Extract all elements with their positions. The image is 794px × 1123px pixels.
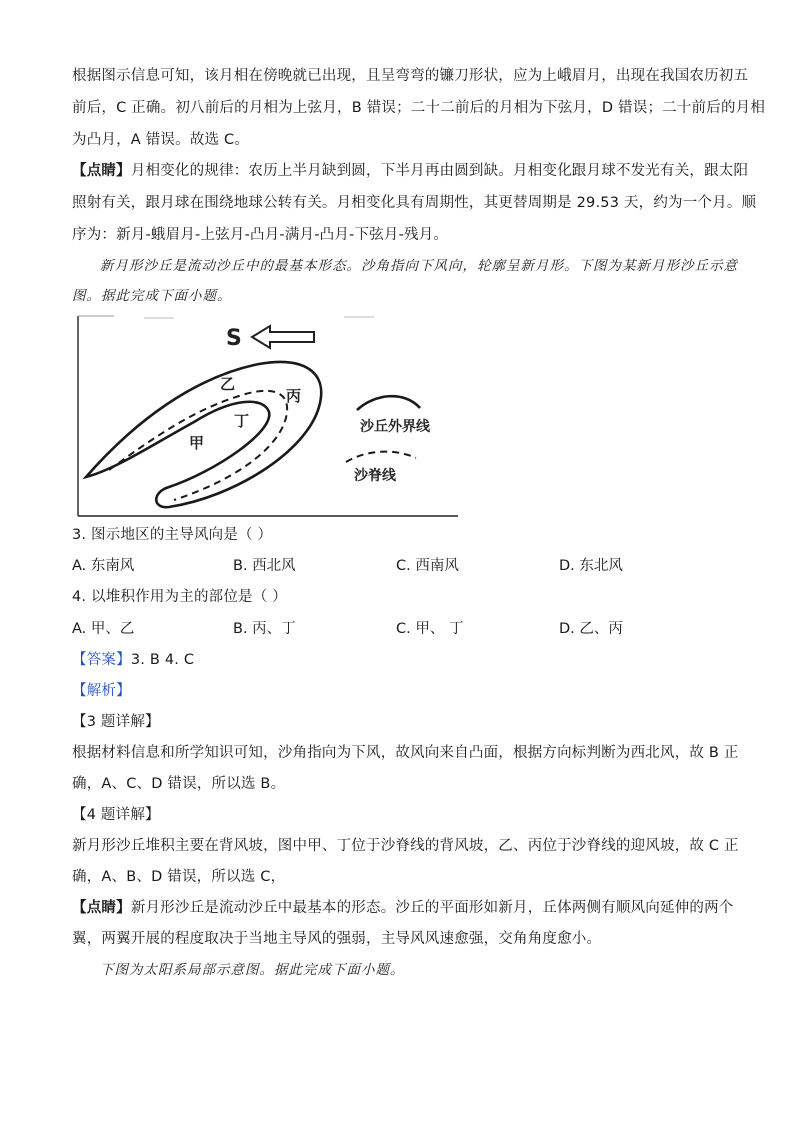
- dianjing1-line2: 照射有关，跟月球在围绕地球公转有关。月相变化具有周期性，其更替周期是 29.53 天，约为一个月。顺: [72, 195, 757, 211]
- dianjing1-line3: 序为：新月-蛾眉月-上弦月-凸月-满月-凸月-下弦月-残月。: [72, 227, 449, 243]
- label-ding: 丁: [234, 412, 250, 430]
- q4-option-c[interactable]: C. 甲、 丁: [396, 621, 464, 637]
- dianjing1-line1: [72, 161, 749, 181]
- material-line2: 图。据此完成下面小题。: [72, 288, 232, 304]
- q3-stem: 3. 图示地区的主导风向是（ ）: [72, 527, 273, 543]
- label-yi: 乙: [220, 375, 236, 393]
- label-bing: 丙: [286, 387, 302, 405]
- crescent-dune-figure: [74, 312, 464, 518]
- analysis-tag: 【解析】: [72, 683, 131, 699]
- dianjing-tag: 【点睛】: [72, 163, 131, 179]
- q4-option-b[interactable]: B. 丙、丁: [233, 621, 296, 637]
- wind-arrow-icon: [252, 326, 314, 348]
- para1-line1: 根据图示信息可知，该月相在傍晚就已出现，且呈弯弯的镰刀形状，应为上峨眉月，出现在我国农历初五: [72, 68, 749, 84]
- d3-line2: 确，A、C、D 错误，所以选 B。: [72, 776, 286, 792]
- label-jia: 甲: [189, 434, 205, 452]
- dianjing2-line1: [72, 898, 732, 918]
- para1-line3: 为凸月，A 错误。故选 C。: [72, 132, 250, 148]
- q3-option-c[interactable]: C. 西南风: [396, 558, 459, 574]
- legend-ridge-symbol: [346, 452, 416, 462]
- d3-line1: 根据材料信息和所学知识可知，沙角指向为下风，故风向来自凸面，根据方向标判断为西北风，故 B 正: [72, 745, 739, 761]
- dianjing2-tag: 【点睛】: [72, 900, 131, 916]
- answer-text: 3. B 4. C: [130, 652, 195, 668]
- d4-tag: 【4 题详解】: [72, 807, 160, 823]
- d3-tag: 【3 题详解】: [72, 714, 160, 730]
- dune-diagram: [74, 312, 464, 518]
- legend-outline-label: 沙丘外界线: [360, 419, 430, 435]
- legend-ridge-label: 沙脊线: [354, 468, 396, 484]
- dianjing2-line2: 翼，两翼开展的程度取决于当地主导风的强弱，主导风风速愈强，交角角度愈小。: [72, 931, 602, 947]
- q3-option-d[interactable]: D. 东北风: [559, 558, 623, 574]
- dianjing2-text1: 新月形沙丘是流动沙丘中最基本的形态。沙丘的平面形如新月，丘体两侧有顺风向延伸的两个: [130, 900, 734, 916]
- d4-line1: 新月形沙丘堆积主要在背风坡，图中甲、丁位于沙脊线的背风坡，乙、丙位于沙脊线的迎风坡，故 C 正: [72, 838, 739, 854]
- q4-option-a[interactable]: A. 甲、乙: [72, 621, 135, 637]
- d4-line2: 确，A、B、D 错误，所以选 C，: [72, 869, 286, 885]
- q4-option-d[interactable]: D. 乙、丙: [559, 621, 623, 637]
- q4-stem: 4. 以堆积作用为主的部位是（ ）: [72, 589, 287, 605]
- material2-line1: 下图为太阳系局部示意图。据此完成下面小题。: [100, 962, 405, 978]
- para1-line2: 前后，C 正确。初八前后的月相为上弦月，B 错误；二十二前后的月相为下弦月，D 错误；二十前后的月相: [72, 100, 766, 116]
- legend-outline-symbol: [357, 396, 420, 410]
- direction-letter: S: [226, 326, 242, 351]
- q3-option-a[interactable]: A. 东南风: [72, 558, 135, 574]
- material-line1: 新月形沙丘是流动沙丘中的最基本形态。沙角指向下风向，轮廓呈新月形。下图为某新月形沙丘示意: [100, 258, 738, 274]
- answer-line: [72, 650, 732, 670]
- q3-option-b[interactable]: B. 西北风: [233, 558, 296, 574]
- dianjing1-text1: 月相变化的规律：农历上半月缺到圆，下半月再由圆到缺。月相变化跟月球不发光有关，跟太阳: [130, 163, 749, 179]
- answer-tag: 【答案】: [72, 652, 131, 668]
